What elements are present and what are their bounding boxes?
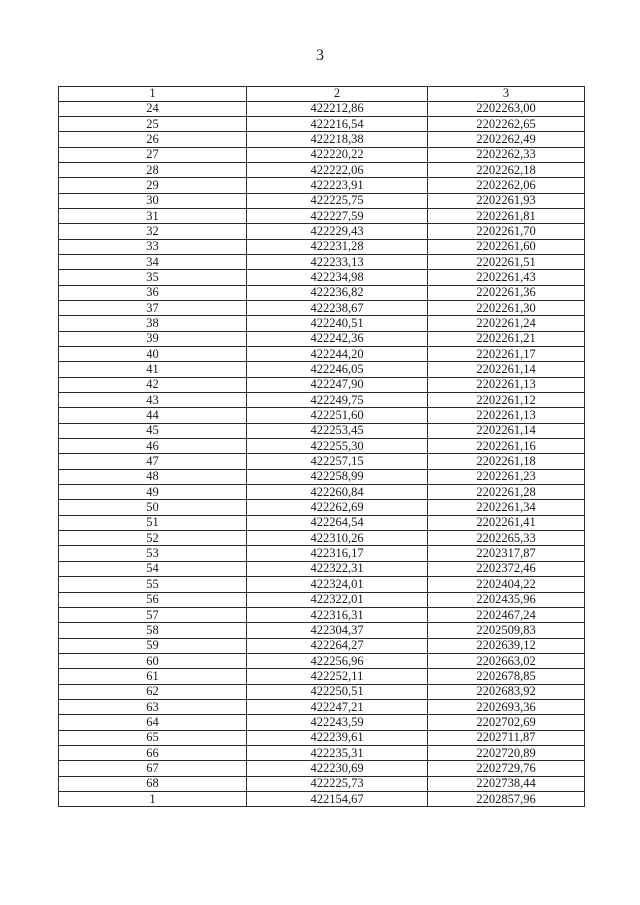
cell-y-coordinate: 2202261,14 bbox=[428, 362, 585, 377]
table-row bbox=[59, 116, 585, 131]
cell-y-coordinate: 2202857,96 bbox=[428, 791, 585, 806]
cell-x-coordinate: 422310,26 bbox=[247, 531, 428, 546]
cell-y-coordinate: 2202639,12 bbox=[428, 638, 585, 653]
column-header-x: 2 bbox=[247, 87, 428, 102]
table-row bbox=[59, 270, 585, 285]
cell-x-coordinate: 422231,28 bbox=[247, 239, 428, 254]
table-row bbox=[59, 454, 585, 469]
cell-point-number: 46 bbox=[59, 439, 247, 454]
cell-x-coordinate: 422316,17 bbox=[247, 546, 428, 561]
cell-point-number: 51 bbox=[59, 515, 247, 530]
cell-point-number: 66 bbox=[59, 745, 247, 760]
cell-x-coordinate: 422253,45 bbox=[247, 423, 428, 438]
cell-x-coordinate: 422229,43 bbox=[247, 224, 428, 239]
cell-x-coordinate: 422322,01 bbox=[247, 592, 428, 607]
cell-x-coordinate: 422216,54 bbox=[247, 116, 428, 131]
cell-y-coordinate: 2202261,28 bbox=[428, 485, 585, 500]
cell-point-number: 27 bbox=[59, 147, 247, 162]
cell-x-coordinate: 422256,96 bbox=[247, 653, 428, 668]
coordinates-table bbox=[58, 86, 585, 807]
cell-point-number: 62 bbox=[59, 684, 247, 699]
table-row bbox=[59, 515, 585, 530]
cell-x-coordinate: 422220,22 bbox=[247, 147, 428, 162]
table-header-row bbox=[59, 87, 585, 102]
cell-x-coordinate: 422260,84 bbox=[247, 485, 428, 500]
table-row bbox=[59, 193, 585, 208]
cell-point-number: 58 bbox=[59, 623, 247, 638]
cell-point-number: 61 bbox=[59, 669, 247, 684]
table-row bbox=[59, 638, 585, 653]
cell-x-coordinate: 422223,91 bbox=[247, 178, 428, 193]
table-row bbox=[59, 531, 585, 546]
cell-x-coordinate: 422304,37 bbox=[247, 623, 428, 638]
cell-point-number: 28 bbox=[59, 162, 247, 177]
cell-y-coordinate: 2202261,13 bbox=[428, 377, 585, 392]
table-row bbox=[59, 101, 585, 116]
table-row bbox=[59, 224, 585, 239]
cell-x-coordinate: 422240,51 bbox=[247, 316, 428, 331]
cell-y-coordinate: 2202261,23 bbox=[428, 469, 585, 484]
cell-y-coordinate: 2202678,85 bbox=[428, 669, 585, 684]
cell-point-number: 56 bbox=[59, 592, 247, 607]
table-row bbox=[59, 745, 585, 760]
cell-x-coordinate: 422257,15 bbox=[247, 454, 428, 469]
cell-point-number: 41 bbox=[59, 362, 247, 377]
cell-point-number: 39 bbox=[59, 331, 247, 346]
cell-y-coordinate: 2202261,34 bbox=[428, 500, 585, 515]
cell-point-number: 65 bbox=[59, 730, 247, 745]
cell-x-coordinate: 422225,75 bbox=[247, 193, 428, 208]
cell-point-number: 59 bbox=[59, 638, 247, 653]
table-row bbox=[59, 300, 585, 315]
cell-point-number: 26 bbox=[59, 132, 247, 147]
cell-x-coordinate: 422244,20 bbox=[247, 347, 428, 362]
table-row bbox=[59, 331, 585, 346]
cell-y-coordinate: 2202711,87 bbox=[428, 730, 585, 745]
cell-point-number: 30 bbox=[59, 193, 247, 208]
cell-x-coordinate: 422258,99 bbox=[247, 469, 428, 484]
cell-y-coordinate: 2202261,36 bbox=[428, 285, 585, 300]
table-row bbox=[59, 162, 585, 177]
table-row bbox=[59, 285, 585, 300]
cell-y-coordinate: 2202261,21 bbox=[428, 331, 585, 346]
cell-point-number: 42 bbox=[59, 377, 247, 392]
table-row bbox=[59, 791, 585, 806]
table-row bbox=[59, 239, 585, 254]
cell-point-number: 36 bbox=[59, 285, 247, 300]
cell-y-coordinate: 2202693,36 bbox=[428, 699, 585, 714]
cell-x-coordinate: 422322,31 bbox=[247, 561, 428, 576]
cell-y-coordinate: 2202261,51 bbox=[428, 254, 585, 269]
cell-x-coordinate: 422230,69 bbox=[247, 761, 428, 776]
cell-point-number: 43 bbox=[59, 393, 247, 408]
cell-x-coordinate: 422251,60 bbox=[247, 408, 428, 423]
cell-point-number: 37 bbox=[59, 300, 247, 315]
cell-point-number: 33 bbox=[59, 239, 247, 254]
cell-y-coordinate: 2202509,83 bbox=[428, 623, 585, 638]
cell-point-number: 24 bbox=[59, 101, 247, 116]
cell-y-coordinate: 2202261,17 bbox=[428, 347, 585, 362]
table-row bbox=[59, 561, 585, 576]
cell-x-coordinate: 422238,67 bbox=[247, 300, 428, 315]
table-row bbox=[59, 607, 585, 622]
column-header-point-number: 1 bbox=[59, 87, 247, 102]
cell-point-number: 45 bbox=[59, 423, 247, 438]
table-row bbox=[59, 393, 585, 408]
table-row bbox=[59, 316, 585, 331]
table-row bbox=[59, 178, 585, 193]
cell-y-coordinate: 2202261,14 bbox=[428, 423, 585, 438]
cell-x-coordinate: 422246,05 bbox=[247, 362, 428, 377]
cell-x-coordinate: 422249,75 bbox=[247, 393, 428, 408]
table-row bbox=[59, 715, 585, 730]
cell-y-coordinate: 2202262,18 bbox=[428, 162, 585, 177]
table-row bbox=[59, 776, 585, 791]
table-row bbox=[59, 423, 585, 438]
table-row bbox=[59, 132, 585, 147]
cell-y-coordinate: 2202729,76 bbox=[428, 761, 585, 776]
column-header-y: 3 bbox=[428, 87, 585, 102]
cell-x-coordinate: 422252,11 bbox=[247, 669, 428, 684]
cell-y-coordinate: 2202262,49 bbox=[428, 132, 585, 147]
table-row bbox=[59, 469, 585, 484]
cell-y-coordinate: 2202261,30 bbox=[428, 300, 585, 315]
cell-point-number: 25 bbox=[59, 116, 247, 131]
cell-x-coordinate: 422264,27 bbox=[247, 638, 428, 653]
cell-y-coordinate: 2202263,00 bbox=[428, 101, 585, 116]
table-row bbox=[59, 408, 585, 423]
cell-point-number: 29 bbox=[59, 178, 247, 193]
cell-x-coordinate: 422154,67 bbox=[247, 791, 428, 806]
cell-y-coordinate: 2202261,93 bbox=[428, 193, 585, 208]
cell-y-coordinate: 2202261,18 bbox=[428, 454, 585, 469]
cell-y-coordinate: 2202265,33 bbox=[428, 531, 585, 546]
cell-point-number: 34 bbox=[59, 254, 247, 269]
table-row bbox=[59, 485, 585, 500]
cell-x-coordinate: 422239,61 bbox=[247, 730, 428, 745]
cell-y-coordinate: 2202435,96 bbox=[428, 592, 585, 607]
cell-y-coordinate: 2202261,81 bbox=[428, 208, 585, 223]
cell-y-coordinate: 2202261,70 bbox=[428, 224, 585, 239]
cell-y-coordinate: 2202372,46 bbox=[428, 561, 585, 576]
table-row bbox=[59, 623, 585, 638]
cell-point-number: 55 bbox=[59, 577, 247, 592]
cell-y-coordinate: 2202663,02 bbox=[428, 653, 585, 668]
cell-y-coordinate: 2202467,24 bbox=[428, 607, 585, 622]
table-row bbox=[59, 377, 585, 392]
table-row bbox=[59, 500, 585, 515]
cell-y-coordinate: 2202262,06 bbox=[428, 178, 585, 193]
cell-point-number: 50 bbox=[59, 500, 247, 515]
cell-x-coordinate: 422250,51 bbox=[247, 684, 428, 699]
table-row bbox=[59, 208, 585, 223]
table-row bbox=[59, 254, 585, 269]
cell-point-number: 68 bbox=[59, 776, 247, 791]
cell-point-number: 64 bbox=[59, 715, 247, 730]
cell-point-number: 49 bbox=[59, 485, 247, 500]
cell-point-number: 52 bbox=[59, 531, 247, 546]
cell-y-coordinate: 2202404,22 bbox=[428, 577, 585, 592]
cell-x-coordinate: 422225,73 bbox=[247, 776, 428, 791]
cell-point-number: 63 bbox=[59, 699, 247, 714]
cell-point-number: 32 bbox=[59, 224, 247, 239]
cell-point-number: 40 bbox=[59, 347, 247, 362]
cell-point-number: 53 bbox=[59, 546, 247, 561]
cell-point-number: 31 bbox=[59, 208, 247, 223]
cell-x-coordinate: 422242,36 bbox=[247, 331, 428, 346]
table-row bbox=[59, 699, 585, 714]
cell-y-coordinate: 2202261,41 bbox=[428, 515, 585, 530]
cell-point-number: 57 bbox=[59, 607, 247, 622]
cell-x-coordinate: 422255,30 bbox=[247, 439, 428, 454]
cell-point-number: 44 bbox=[59, 408, 247, 423]
cell-y-coordinate: 2202261,24 bbox=[428, 316, 585, 331]
cell-y-coordinate: 2202261,43 bbox=[428, 270, 585, 285]
cell-point-number: 1 bbox=[59, 791, 247, 806]
cell-point-number: 67 bbox=[59, 761, 247, 776]
table-row bbox=[59, 592, 585, 607]
table-row bbox=[59, 684, 585, 699]
cell-x-coordinate: 422218,38 bbox=[247, 132, 428, 147]
cell-x-coordinate: 422264,54 bbox=[247, 515, 428, 530]
cell-y-coordinate: 2202261,16 bbox=[428, 439, 585, 454]
cell-x-coordinate: 422247,90 bbox=[247, 377, 428, 392]
cell-x-coordinate: 422316,31 bbox=[247, 607, 428, 622]
cell-x-coordinate: 422234,98 bbox=[247, 270, 428, 285]
table-row bbox=[59, 147, 585, 162]
cell-x-coordinate: 422233,13 bbox=[247, 254, 428, 269]
coordinates-table-body bbox=[59, 87, 585, 807]
cell-point-number: 48 bbox=[59, 469, 247, 484]
cell-x-coordinate: 422243,59 bbox=[247, 715, 428, 730]
cell-point-number: 47 bbox=[59, 454, 247, 469]
cell-y-coordinate: 2202317,87 bbox=[428, 546, 585, 561]
table-row bbox=[59, 730, 585, 745]
cell-y-coordinate: 2202262,33 bbox=[428, 147, 585, 162]
cell-y-coordinate: 2202262,65 bbox=[428, 116, 585, 131]
cell-point-number: 54 bbox=[59, 561, 247, 576]
cell-y-coordinate: 2202261,60 bbox=[428, 239, 585, 254]
cell-y-coordinate: 2202720,89 bbox=[428, 745, 585, 760]
cell-y-coordinate: 2202683,92 bbox=[428, 684, 585, 699]
cell-x-coordinate: 422222,06 bbox=[247, 162, 428, 177]
cell-y-coordinate: 2202261,13 bbox=[428, 408, 585, 423]
cell-x-coordinate: 422212,86 bbox=[247, 101, 428, 116]
page-number: 3 bbox=[316, 47, 324, 64]
cell-point-number: 60 bbox=[59, 653, 247, 668]
cell-x-coordinate: 422247,21 bbox=[247, 699, 428, 714]
table-row bbox=[59, 347, 585, 362]
cell-x-coordinate: 422227,59 bbox=[247, 208, 428, 223]
table-row bbox=[59, 653, 585, 668]
cell-x-coordinate: 422236,82 bbox=[247, 285, 428, 300]
table-row bbox=[59, 669, 585, 684]
table-row bbox=[59, 761, 585, 776]
table-row bbox=[59, 546, 585, 561]
cell-x-coordinate: 422262,69 bbox=[247, 500, 428, 515]
cell-point-number: 35 bbox=[59, 270, 247, 285]
table-row bbox=[59, 362, 585, 377]
cell-y-coordinate: 2202738,44 bbox=[428, 776, 585, 791]
cell-x-coordinate: 422235,31 bbox=[247, 745, 428, 760]
cell-y-coordinate: 2202702,69 bbox=[428, 715, 585, 730]
cell-point-number: 38 bbox=[59, 316, 247, 331]
table-row bbox=[59, 577, 585, 592]
cell-y-coordinate: 2202261,12 bbox=[428, 393, 585, 408]
cell-x-coordinate: 422324,01 bbox=[247, 577, 428, 592]
table-row bbox=[59, 439, 585, 454]
